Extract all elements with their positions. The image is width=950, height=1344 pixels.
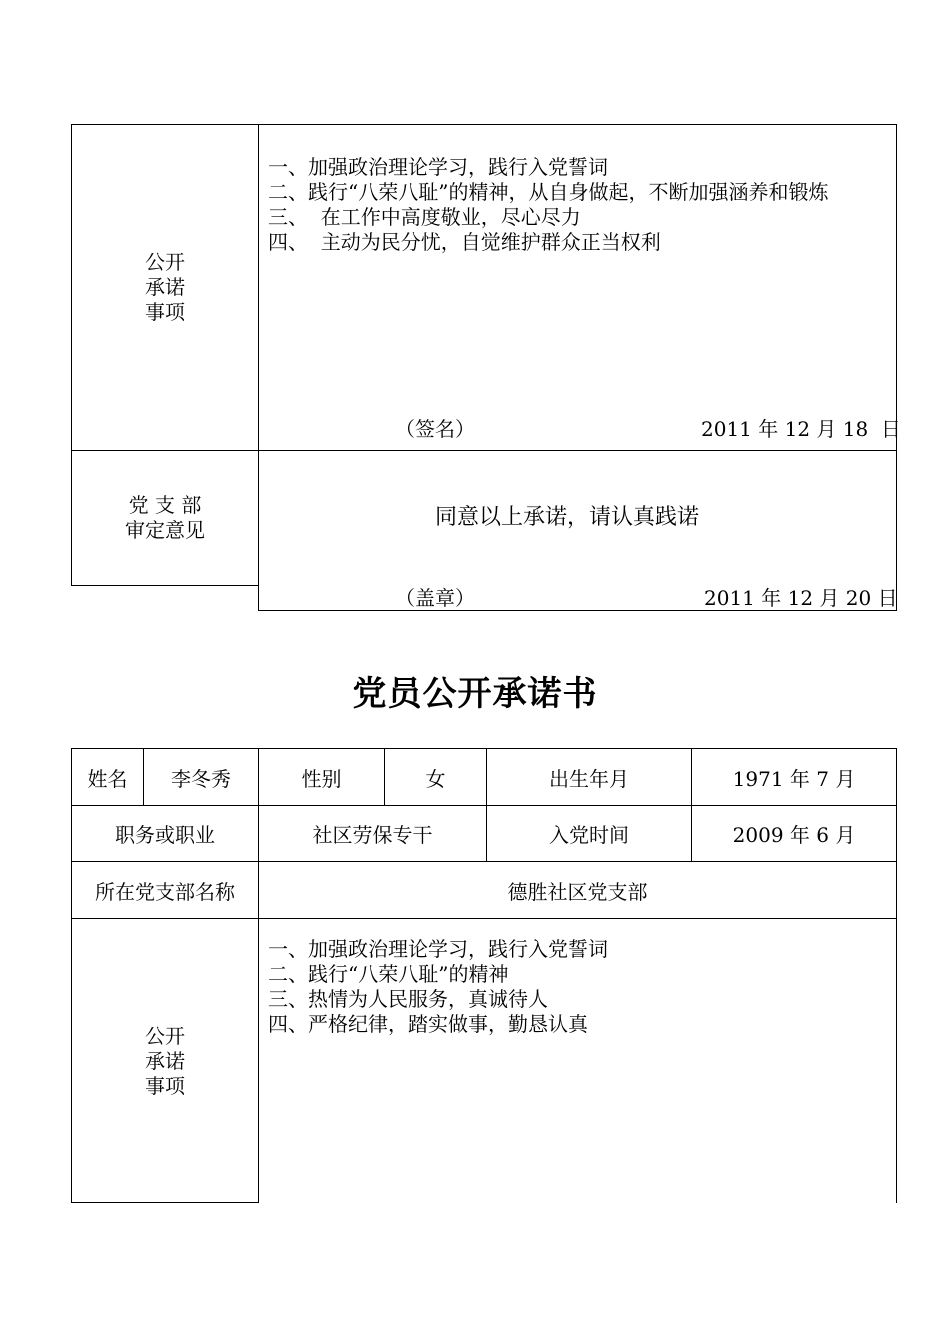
name-label: 姓名 — [87, 766, 128, 791]
branch-value: 德胜社区党支部 — [507, 879, 648, 904]
table-row-divider — [71, 585, 259, 586]
list-item: 二、践行“八荣八耻”的精神 — [268, 962, 509, 986]
list-item: 四、 主动为民分忧，自觉维护群众正当权利 — [268, 230, 661, 254]
signature-date: 2011 年 12 月 18 日 — [701, 417, 901, 441]
commitment-list — [268, 937, 608, 1037]
table-border-bottom — [71, 1202, 259, 1203]
gender-label: 性别 — [301, 766, 342, 791]
table-row-divider — [71, 450, 897, 451]
commitment-label: 公开 承诺 事项 — [145, 1024, 185, 1098]
list-item: 一、加强政治理论学习，践行入党誓词 — [268, 155, 608, 179]
list-item: 二、践行“八荣八耻”的精神，从自身做起，不断加强涵养和锻炼 — [268, 180, 829, 204]
branch-label: 所在党支部名称 — [95, 879, 235, 904]
list-item: 一、加强政治理论学习，践行入党誓词 — [268, 937, 608, 961]
gender-value: 女 — [425, 766, 446, 791]
join-label: 入党时间 — [549, 823, 629, 847]
list-item: 四、严格纪律，踏实做事，勤恳认真 — [268, 1012, 588, 1036]
page-title: 党员公开承诺书 — [352, 674, 598, 714]
table-border-right — [896, 124, 897, 611]
birth-value: 1971 年 7 月 — [732, 766, 856, 791]
table-column-divider — [258, 124, 259, 611]
table-border-top — [71, 124, 897, 125]
table-row-divider — [71, 918, 897, 919]
seal-label: （盖章） — [395, 586, 475, 610]
job-value: 社区劳保专干 — [312, 823, 433, 847]
job-label: 职务或职业 — [115, 823, 215, 847]
seal-date: 2011 年 12 月 20 日 — [704, 586, 898, 610]
birth-label: 出生年月 — [549, 766, 629, 791]
review-text: 同意以上承诺，请认真践诺 — [435, 505, 700, 530]
commitment-label: 公开 承诺 事项 — [145, 250, 185, 324]
table-border-right — [896, 748, 897, 1203]
review-label: 党 支 部 审定意见 — [125, 493, 205, 542]
name-value: 李冬秀 — [171, 766, 231, 791]
commitment-list — [268, 155, 828, 255]
signature-label: （签名） — [395, 417, 475, 441]
list-item: 三、热情为人民服务，真诚待人 — [268, 987, 548, 1011]
join-value: 2009 年 6 月 — [732, 823, 856, 847]
list-item: 三、 在工作中高度敬业，尽心尽力 — [268, 205, 581, 229]
